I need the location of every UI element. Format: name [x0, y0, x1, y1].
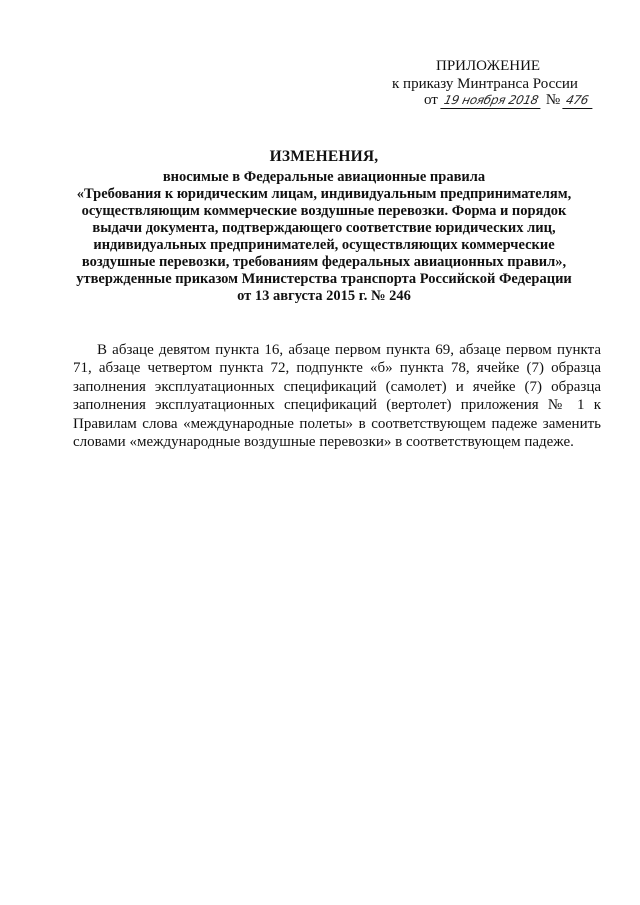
subtitle-line: воздушные перевозки, требованиям федеральных авиационных правил»,	[81, 254, 567, 270]
document-subtitle	[60, 169, 588, 305]
appendix-title: ПРИЛОЖЕНИЕ	[436, 58, 541, 74]
subtitle-line: от 13 августа 2015 г. № 246	[237, 288, 411, 304]
subtitle-line: «Требования к юридическим лицам, индивидуальным предпринимателям,	[76, 186, 572, 202]
appendix-date-line	[424, 92, 594, 109]
body-paragraph: В абзаце девятом пункта 16, абзаце первом пункта 69, абзаце первом пункта 71, абзаце четвертом пункта 72, подпункте «б» пункта 78, ячейке (7) образца заполнения эксплуатационных спецификаций (самолет) и ячейке (7) образца заполнения эксплуатационных спецификаций (вертолет) приложения № 1 к Правилам слова «международные полеты» в соответствующем падеже заменить словами «международные воздушные перевозки» в соответствующем падеже.	[73, 342, 601, 451]
document-title: ИЗМЕНЕНИЯ,	[269, 148, 379, 165]
subtitle-line: осуществляющим коммерческие воздушные перевозки. Форма и порядок	[81, 203, 567, 219]
appendix-order-line: к приказу Минтранса России	[392, 76, 578, 92]
subtitle-line: утвержденные приказом Министерства транспорта Российской Федерации	[76, 271, 572, 287]
handwritten-number: 476	[562, 93, 595, 109]
handwritten-date: 19 ноября 2018	[440, 93, 543, 109]
subtitle-line: индивидуальных предпринимателей, осуществляющих коммерческие	[93, 237, 555, 253]
subtitle-line: вносимые в Федеральные авиационные правила	[162, 169, 486, 185]
subtitle-line: выдачи документа, подтверждающего соответствие юридических лиц,	[92, 220, 556, 236]
date-prefix: от	[424, 92, 438, 108]
number-prefix: №	[545, 92, 561, 108]
